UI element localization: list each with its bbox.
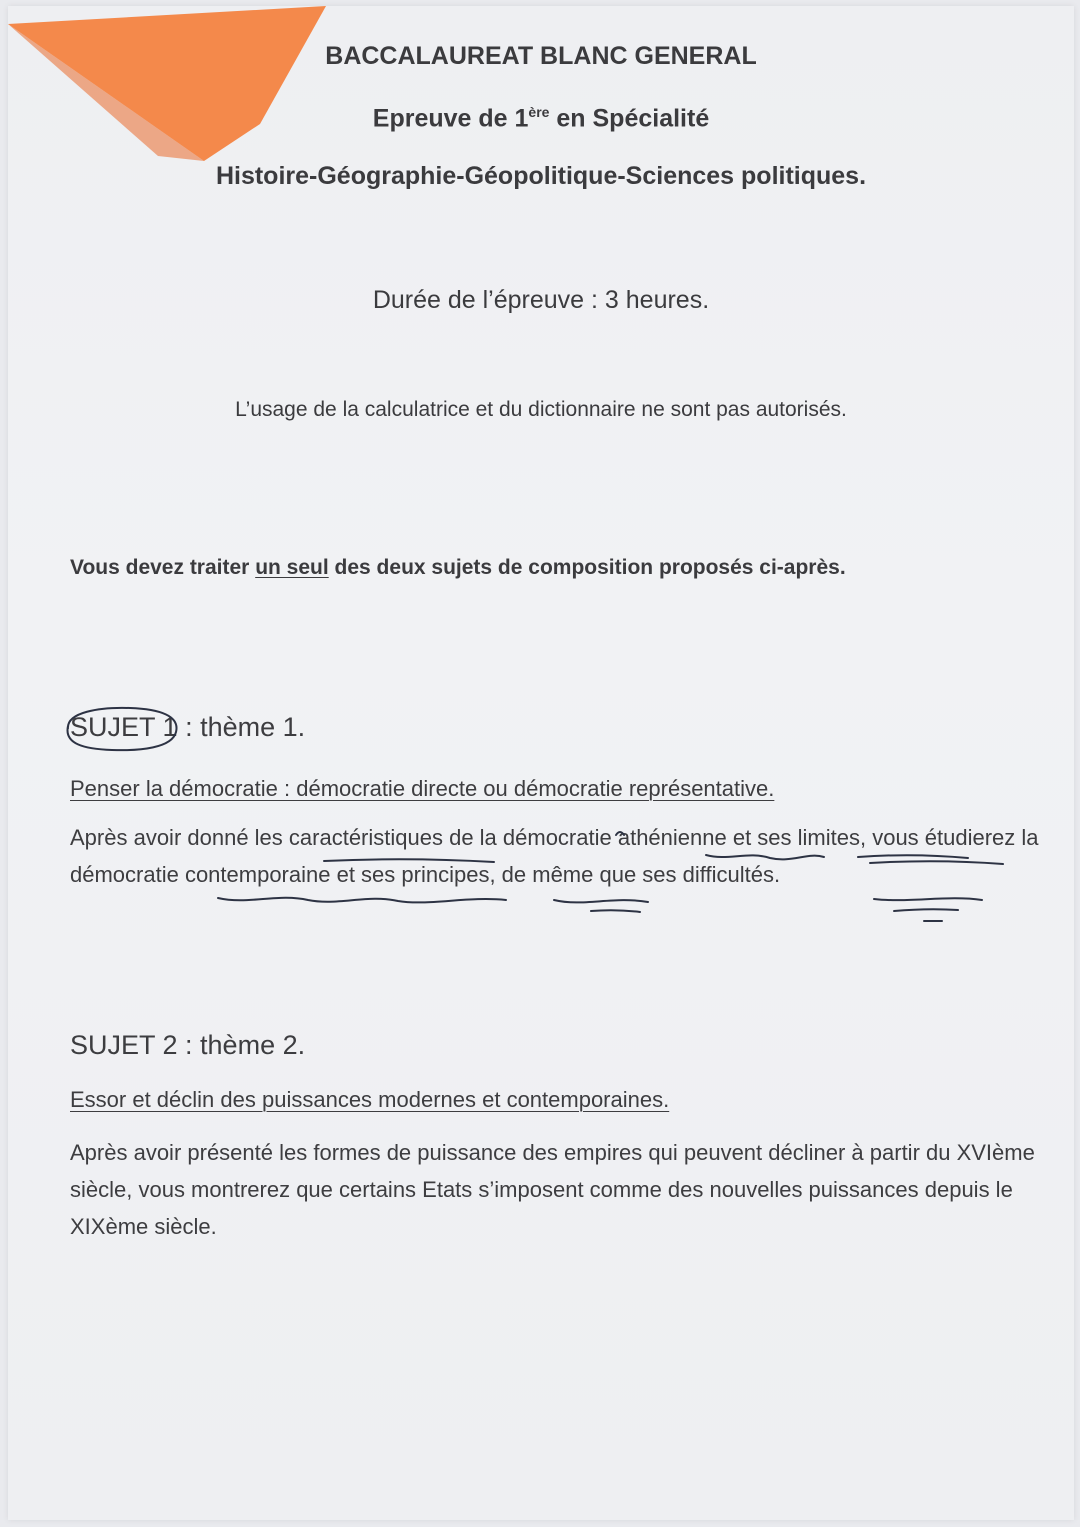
sujet1-body: Après avoir donné les caractéristiques de la démocratie athénienne et ses limites, vous étudierez la démocratie contemporaine et ses principes, de même que ses difficultés. <box>70 825 1039 887</box>
exam-subject: Histoire-Géographie-Géopolitique-Sciences politiques. <box>215 162 867 190</box>
exam-level-sup: ère <box>528 104 550 120</box>
sticky-note <box>8 6 348 166</box>
sujet1-label: SUJET 1 <box>70 712 178 742</box>
sujet1-theme: : thème 1. <box>185 712 306 742</box>
exam-level-prefix: Epreuve de 1 <box>372 104 529 133</box>
handwritten-circle <box>60 704 184 754</box>
instruction-emphasis: un seul <box>255 556 329 579</box>
exam-instruction <box>70 556 846 580</box>
exam-paper <box>8 6 1074 1520</box>
exam-rules: L’usage de la calculatrice et du dictionnaire ne sont pas autorisés. <box>235 398 847 421</box>
instruction-text-before: Vous devez traiter <box>70 556 256 579</box>
instruction-text-after: des deux sujets de composition proposés ci-après. <box>328 556 846 579</box>
sujet2-body: Après avoir présenté les formes de puissance des empires qui peuvent décliner à partir du XVIème siècle, vous montrerez que certains Etats s’imposent comme des nouvelles puissances depuis le XIXème siècle. <box>70 1140 1035 1239</box>
exam-level <box>8 104 1074 133</box>
handwritten-underlines <box>8 6 1074 1520</box>
exam-duration: Durée de l’épreuve : 3 heures. <box>372 286 710 314</box>
sujet1-title: Penser la démocratie : démocratie directe ou démocratie représentative. <box>70 776 775 801</box>
exam-title: BACCALAUREAT BLANC GENERAL <box>325 42 757 70</box>
exam-level-suffix: en Spécialité <box>549 104 710 133</box>
sujet2-title: Essor et déclin des puissances modernes et contemporaines. <box>70 1087 670 1112</box>
sujet2-heading: SUJET 2 : thème 2. <box>70 1030 306 1060</box>
